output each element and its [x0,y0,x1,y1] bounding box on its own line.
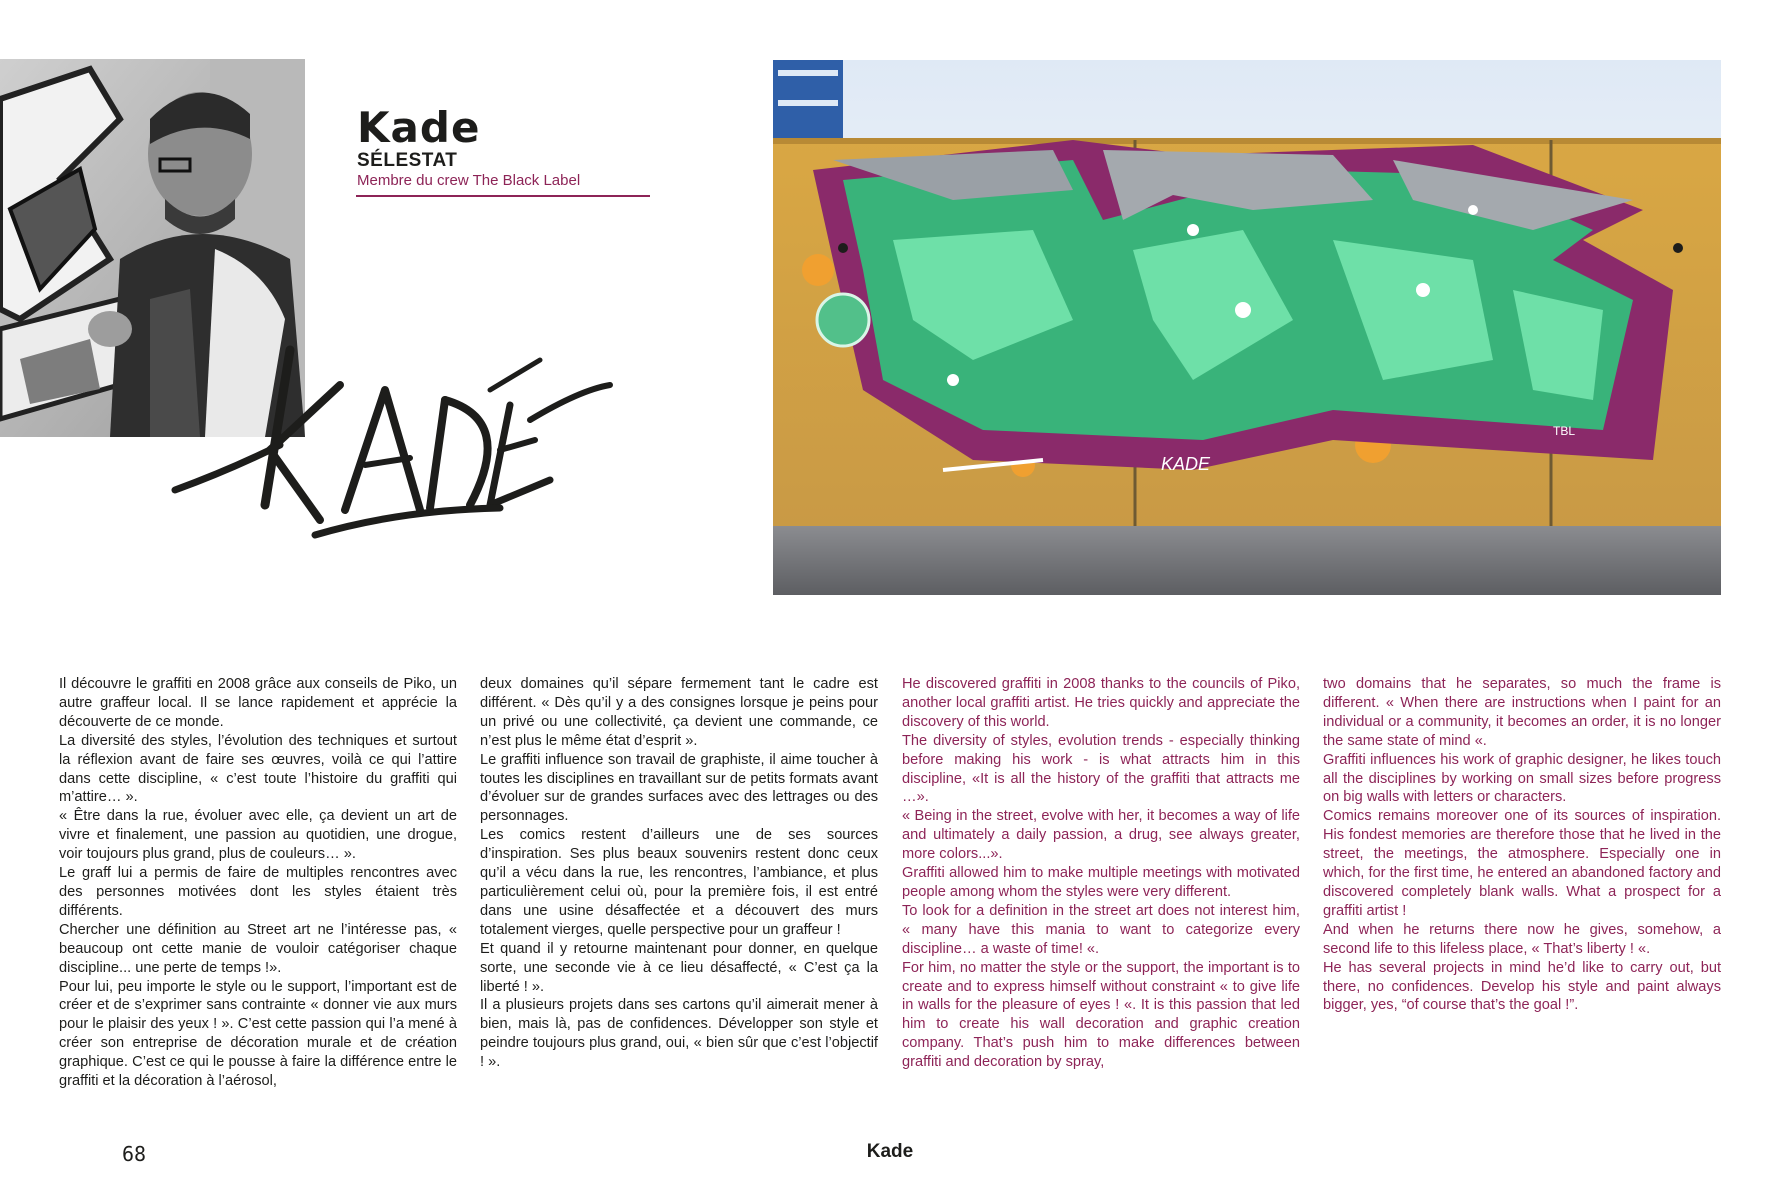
paragraph: For him, no matter the style or the support, the important is to create and to express himself without constraint « to give life in walls for the pleasure of eyes ! «. It is this passion that led him to create his wall decoration and graphic creation company. That’s push him to make differences between graffiti and decoration by spray, [902,959,1300,1071]
mural-tag-text: KADE [1161,454,1211,474]
mural-crew-tag-text: TBL [1553,424,1576,438]
paragraph: two domains that he separates, so much the frame is different. « When there are instructions when I paint for an individual or a community, it becomes an order, it is no longer the same state of mind «. [1323,676,1721,749]
paragraph: He discovered graffiti in 2008 thanks to the councils of Piko, another local graffiti artist. He tries quickly and appreciate the discovery of this world. [902,676,1300,730]
header-divider [356,195,650,197]
paragraph: He has several projects in mind he’d like to carry out, but there, no confidences. Develop his style and paint always bigger, yes, “of course that’s the goal !”. [1323,959,1721,1014]
paragraph: Graffiti influences his work of graphic designer, he likes touch all the disciplines by working on small sizes before progress on big walls with letters or characters. [1323,751,1721,806]
paragraph: Les comics restent d’ailleurs une de ses sources d’inspiration. Ses plus beaux souvenirs restent donc ceux qu’il a vécu dans la rue, les rencontres, l’ambiance, et plus particulièrement celui où, pour la première fois, il est entré dans une usine désaffectée et a découvert des murs totalement vierges, quelle perspective pour un graffeur ! [480,827,878,938]
paragraph: And when he returns there now he gives, somehow, a second life to this lifeless place, « That’s liberty ! «. [1323,921,1721,957]
paragraph: Pour lui, peu importe le style ou le support, l’important est de créer et de s’exprimer sans contrainte « donner vie aux murs pour le plaisir des yeux ! ». C’est cette passion qui l’a mené à créer son entreprise de décoration murale et de création graphique. C’est ce qui le pousse à faire la différence entre le graffiti et la décoration à l’aérosol, [59,978,457,1090]
graffiti-mural-photo [773,60,1721,595]
paragraph: Le graff lui a permis de faire de multiples rencontres avec des personnes motivées dont les styles étaient très différents. [59,865,457,919]
article-column-english-1 [902,675,1300,1095]
paragraph: Graffiti allowed him to make multiple meetings with motivated people among whom the styles were very different. [902,865,1300,900]
paragraph: Le graffiti influence son travail de graphiste, il aime toucher à toutes les disciplines en travaillant sur de petits formats avant d’évoluer sur de grandes surfaces avec des lettrages ou des personnages. [480,751,878,825]
paragraph: To look for a definition in the street art does not interest him, « many have this mania to want to categorize every discipline… a waste of time! «. [902,902,1300,957]
paragraph: deux domaines qu’il sépare fermement tant le cadre est différent. « Dès qu’il y a des consignes lorsque je peins pour un privé ou une collectivité, ça devient une commande, ce n’est plus le même état d’esprit ». [480,676,878,749]
artist-city: SÉLESTAT [357,150,458,171]
paragraph: The diversity of styles, evolution trends - especially thinking before making his work - is what attracts him in this discipline, «It is all the history of the graffiti that attracts me …». [902,732,1300,806]
article-column-french-1 [59,675,457,1095]
paragraph: « Being in the street, evolve with her, it becomes a way of life and ultimately a daily passion, a drug, see always greater, more colors...». [902,808,1300,863]
artist-name-title: Kade [357,103,481,152]
paragraph: Chercher une définition au Street art ne l’intéresse pas, « beaucoup ont cette manie de vouloir catégoriser chaque discipline... une perte de temps !». [59,921,457,976]
artist-signature [170,330,620,545]
paragraph: Et quand il y retourne maintenant pour donner, en quelque sorte, une seconde vie à ce lieu désaffecté, « C’est ça la liberté ! ». [480,940,878,995]
page-number: 68 [122,1142,147,1166]
article-column-english-2 [1323,675,1721,1095]
paragraph: Il découvre le graffiti en 2008 grâce aux conseils de Piko, un autre graffeur local. Il se lance rapidement et apprécie la découverte de ce monde. [59,676,457,730]
paragraph: Il a plusieurs projets dans ses cartons qu’il aimerait mener à bien, mais là, pas de confidences. Développer son style et peindre toujours plus grand, oui, « bien sûr que c’est l’objectif ! ». [480,997,878,1071]
paragraph: « Être dans la rue, évoluer avec elle, ça devient un art de vivre et finalement, une passion au quotidien, une drogue, voir toujours plus grand, plus de couleurs… ». [59,808,457,863]
footer-title: Kade [866,1141,914,1162]
article-column-french-2 [480,675,878,1095]
paragraph: Comics remains moreover one of its sources of inspiration. His fondest memories are therefore those that he lived in the street, the meetings, the atmosphere. Especially one in which, for the first time, he entered an abandoned factory and discovered completely blank walls. What a prospect for a graffiti artist ! [1323,808,1721,919]
paragraph: La diversité des styles, l’évolution des techniques et surtout la réflexion avant de faire ses œuvres, voilà ce qui l’attire dans cette discipline, « c’est toute l’histoire du graffiti qui m’attire… ». [59,732,457,806]
artist-crew-subtitle: Membre du crew The Black Label [357,172,581,189]
